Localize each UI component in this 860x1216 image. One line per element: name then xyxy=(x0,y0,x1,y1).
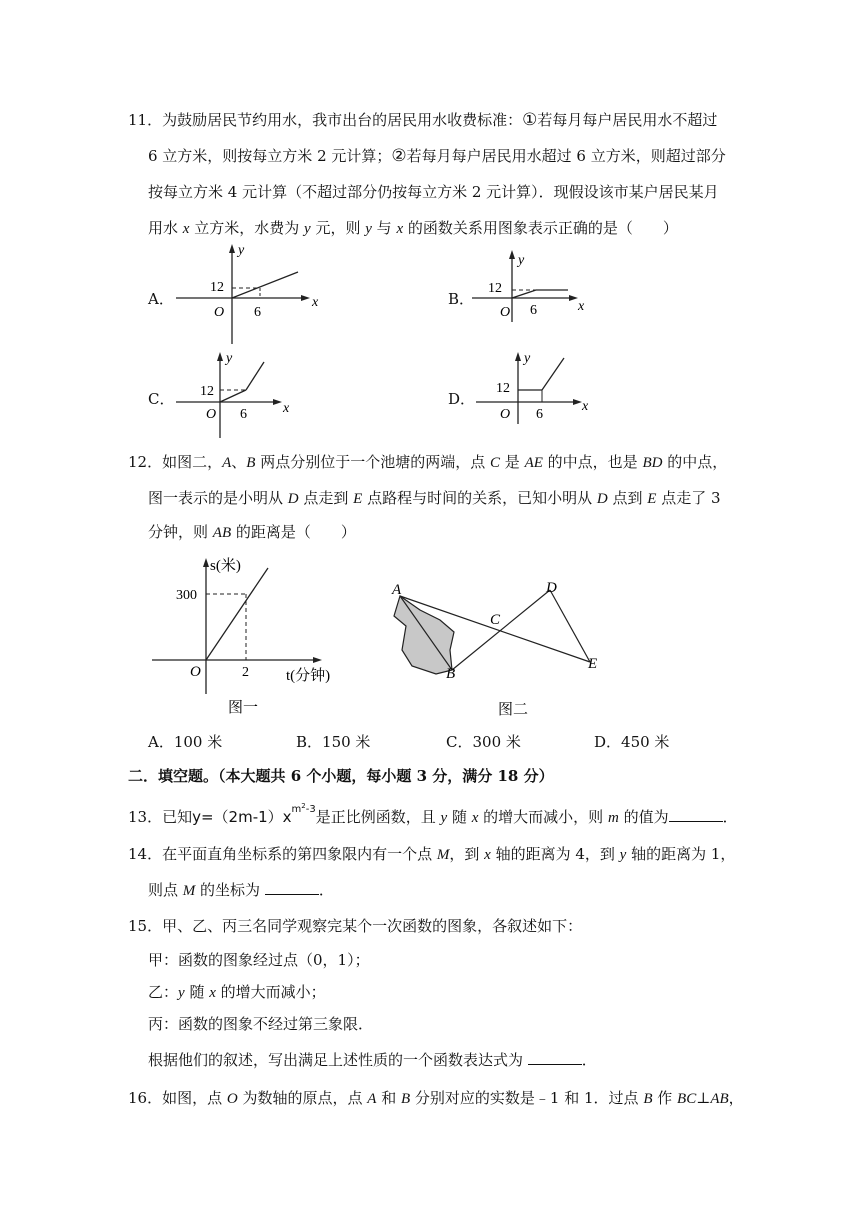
x-label: x xyxy=(283,401,290,416)
section-2-heading: 二．填空题。（本大题共 6 个小题，每小题 3 分，满分 18 分） xyxy=(128,767,554,785)
q12-line3: 分钟，则 AB 的距离是（ ） xyxy=(148,523,356,541)
t-axis-label: t(分钟) xyxy=(286,668,331,684)
y-tick-label: 300 xyxy=(176,588,197,603)
q12-choice-c[interactable]: C．300 米 xyxy=(446,733,521,751)
option-c-label[interactable]: C． xyxy=(148,390,175,408)
tick-y-label: 12 xyxy=(488,281,502,296)
q16-line1: 16．如图，点 O 为数轴的原点，点 A 和 B 分别对应的实数是﹣1 和 1．过点 B 作 BC⊥AB， xyxy=(128,1089,744,1107)
point-c-label: C xyxy=(490,612,501,628)
graph-line-1 xyxy=(220,390,246,402)
y-arrow xyxy=(515,352,521,361)
t-arrow xyxy=(313,657,322,663)
y-label: y xyxy=(524,351,531,366)
origin-label: O xyxy=(500,305,511,320)
tick-x-label: 6 xyxy=(536,407,543,422)
q13-answer-blank[interactable] xyxy=(669,807,723,822)
origin-label: O xyxy=(206,407,217,422)
x-tick-label: 2 xyxy=(242,665,249,680)
x-label: x xyxy=(582,399,589,414)
y-arrow xyxy=(217,352,223,361)
x-arrow xyxy=(301,295,310,301)
q12-line2: 图一表示的是小明从 D 点走到 E 点路程与时间的关系，已知小明从 D 点到 E 点走了 3 xyxy=(148,489,721,507)
x-label: x xyxy=(578,299,585,314)
q15-last: 根据他们的叙述，写出满足上述性质的一个函数表达式为 ． xyxy=(148,1051,597,1069)
graph-line xyxy=(232,272,298,298)
tick-y-label: 12 xyxy=(200,384,214,399)
option-b-graph xyxy=(464,248,594,324)
q15-bing: 丙：函数的图象不经过第三象限． xyxy=(148,1015,374,1033)
option-a-graph xyxy=(170,240,330,348)
tick-y-label: 12 xyxy=(210,280,224,295)
q13-formula: $y=(2m-1)x^{m^2-3}$ xyxy=(192,802,316,826)
s-axis-label: s(米) xyxy=(210,558,241,574)
tick-x-label: 6 xyxy=(254,305,261,320)
distance-line xyxy=(206,568,268,660)
q11-line4: 用水 x 立方米，水费为 y 元，则 y 与 x 的函数关系用图象表示正确的是（ ） xyxy=(148,219,678,237)
origin-label: O xyxy=(214,305,225,320)
pond xyxy=(394,596,454,674)
graph-line-1 xyxy=(512,290,536,298)
option-a-label[interactable]: A． xyxy=(148,290,174,308)
y-label: y xyxy=(238,243,245,258)
tick-x-label: 6 xyxy=(530,303,537,318)
q12-line1: 12．如图二，A、B 两点分别位于一个池塘的两端，点 C 是 AE 的中点，也是 BD 的中点， xyxy=(128,453,728,471)
q12-choice-b[interactable]: B．150 米 xyxy=(296,733,371,751)
q11-line3: 按每立方米 4 元计算（不超过部分仍按每立方米 2 元计算）．现假设该市某户居民某月 xyxy=(148,183,719,201)
q11-line1: 11．为鼓励居民节约用水，我市出台的居民用水收费标准：①若每月每户居民用水不超过 xyxy=(128,110,718,130)
point-e-label: E xyxy=(588,656,598,672)
y-label: y xyxy=(226,351,233,366)
q12-choice-a[interactable]: A．100 米 xyxy=(148,733,223,751)
y-label: y xyxy=(518,253,525,268)
x-arrow xyxy=(573,399,582,405)
tick-y-label: 12 xyxy=(496,381,510,396)
q15-line1: 15．甲、乙、丙三名同学观察完某个一次函数的图象，各叙述如下： xyxy=(128,917,583,935)
tick-x-label: 6 xyxy=(240,407,247,422)
segment-de xyxy=(550,590,590,662)
x-arrow xyxy=(273,399,282,405)
figure-2 xyxy=(380,570,620,720)
s-arrow xyxy=(203,558,209,567)
origin-label: O xyxy=(190,664,201,680)
y-arrow xyxy=(229,244,235,253)
segment-bd xyxy=(452,590,550,670)
option-d-label[interactable]: D． xyxy=(448,390,476,408)
point-b-label: B xyxy=(446,666,456,682)
option-c-graph xyxy=(170,348,300,440)
origin-label: O xyxy=(500,407,511,422)
q15-answer-blank[interactable] xyxy=(528,1050,582,1065)
q15-jia: 甲：函数的图象经过点（0，1）； xyxy=(148,951,370,969)
graph-line-2 xyxy=(542,358,564,390)
figure-2-caption: 图二 xyxy=(498,702,529,718)
q15-yi: 乙：y 随 x 的增大而减小； xyxy=(148,983,326,1001)
graph-line-2 xyxy=(246,362,264,390)
option-d-graph xyxy=(470,348,600,424)
x-arrow xyxy=(569,295,578,301)
option-b-label[interactable]: B． xyxy=(448,290,475,308)
point-a-label: A xyxy=(392,582,402,598)
point-d-label: D xyxy=(546,580,557,596)
q14-line1: 14．在平面直角坐标系的第四象限内有一个点 M，到 x 轴的距离为 4，到 y 轴的距离为 1， xyxy=(128,845,736,863)
y-arrow xyxy=(509,250,515,259)
q14-line2: 则点 M 的坐标为 ． xyxy=(148,881,334,899)
figure-1 xyxy=(148,548,348,718)
figure-1-caption: 图一 xyxy=(228,700,259,716)
q13-line: 13．已知$y=(2m-1)x^{m^2-3}$是正比例函数，且 y 随 x 的增大而减小，则 m 的值为 ． xyxy=(128,802,738,826)
q12-choice-d[interactable]: D．450 米 xyxy=(594,733,670,751)
q14-answer-blank[interactable] xyxy=(265,880,319,895)
x-label: x xyxy=(312,295,319,310)
q11-line2: 6 立方米，则按每立方米 2 元计算；②若每月每户居民用水超过 6 立方米，则超过部分 xyxy=(148,146,726,166)
